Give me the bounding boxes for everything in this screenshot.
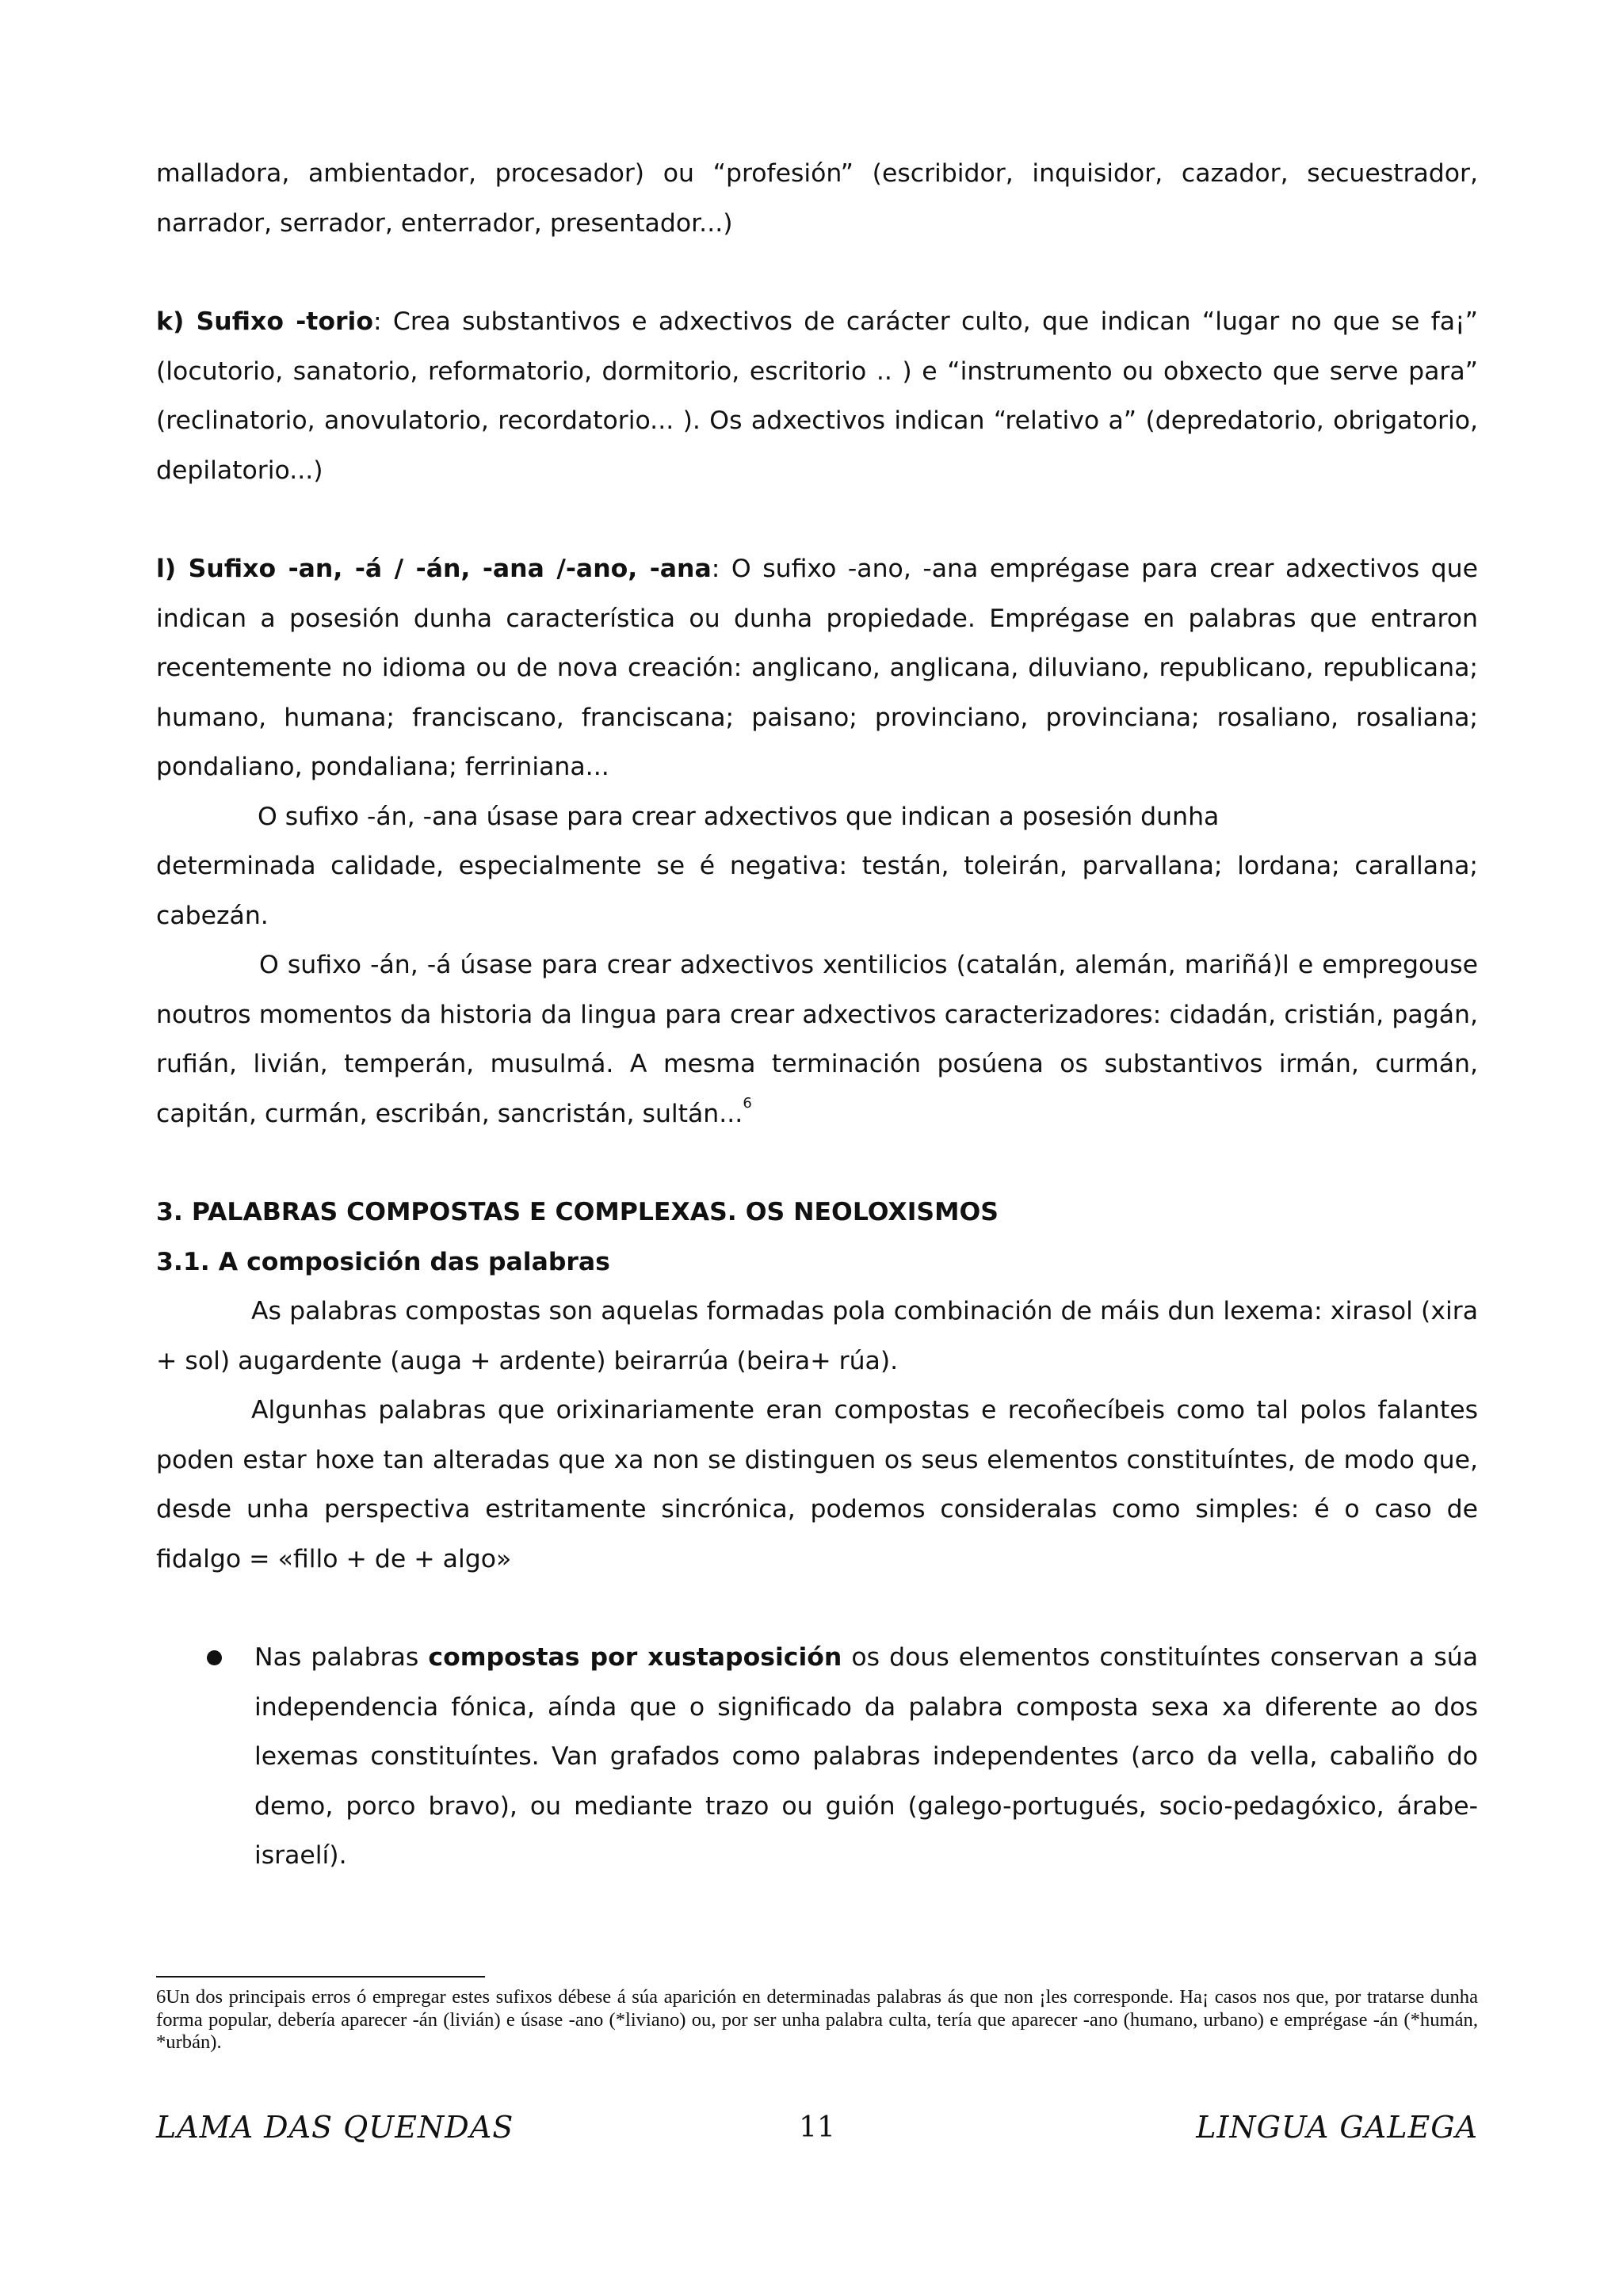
label-sufixo-an: l) Sufixo -an, -á / -án, -ana /-ano, -ana [156, 555, 712, 583]
section-heading-3: 3. PALABRAS COMPOSTAS E COMPLEXAS. OS NEOLOXISMOS [156, 1198, 999, 1226]
main-content [156, 149, 1478, 1881]
bullet-dot-icon [207, 1650, 222, 1665]
footer-subject: LINGUA GALEGA [1196, 2110, 1478, 2145]
paragraph-compostas: As palabras compostas son aquelas formadas pola combinación de máis dun lexema: xirasol (xira + sol) augardente (auga + ardente) beirarrúa (beira+ rúa). [156, 1297, 1478, 1375]
page-footer [156, 2110, 1478, 2157]
spacer [156, 495, 1478, 544]
paragraph-sufixo-torio [156, 297, 1478, 495]
bullet-text [254, 1633, 1478, 1881]
spacer [156, 1138, 1478, 1188]
bullet-text-post: os dous elementos constituíntes conservan a súa independencia fónica, aínda que o significado da palabra composta sexa xa diferente ao dos lexemas constituíntes. Van grafados como palabras independentes (arco da vella, cabaliño do demo, porco bravo), ou mediante trazo ou guión (galego-portugués, socio-pedagóxico, árabe-israelí). [254, 1643, 1478, 1870]
text-sufixo-an-ana-rest: determinada calidade, especialmente se é negativa: testán, toleirán, parvallana; lordana; carallana; cabezán. [156, 852, 1478, 930]
spacer [156, 248, 1478, 297]
section-heading-3-1: 3.1. A composición das palabras [156, 1247, 610, 1276]
footnote-divider [156, 1976, 485, 1978]
footer-school-name: LAMA DAS QUENDAS [156, 2110, 514, 2145]
text-sufixo-torio: : Crea substantivos e adxectivos de carácter culto, que indican “lugar no que se fa¡” (locutorio, sanatorio, reformatorio, dormitorio, escritorio .. ) e “instrumento ou obxecto que serve para” (reclinatorio, anovulatorio, recordatorio... ). Os adxectivos indican “relativo a” (depredatorio, obrigatorio, depilatorio...) [156, 307, 1478, 485]
line-sufixo-an-ana-first: O sufixo -án, -ana úsase para crear adxectivos que indican a posesión dunha [258, 802, 1220, 831]
page-number: 11 [799, 2111, 835, 2144]
paragraph-profesion: malladora, ambientador, procesador) ou “profesión” (escribidor, inquisidor, cazador, secuestrador, narrador, serrador, enterrador, presentador...) [156, 159, 1478, 238]
label-sufixo-torio: k) Sufixo -torio [156, 307, 373, 336]
text-sufixo-an: : O sufixo -ano, -ana emprégase para crear adxectivos que indican a posesión dunha característica ou dunha propiedade. Emprégase en palabras que entraron recentemente no idioma ou de nova creación: anglicano, anglicana, diluviano, republicano, republicana; humano, humana; franciscano, franciscana; paisano; provinciano, provinciana; rosaliano, rosaliana; pondaliano, pondaliana; ferriniana... [156, 555, 1479, 781]
paragraph-fidalgo: Algunhas palabras que orixinariamente eran compostas e recoñecíbeis como tal polos falantes poden estar hoxe tan alteradas que xa non se distinguen os seus elementos constituíntes, de modo que, desde unha perspectiva estritamente sincrónica, podemos consideralas como simples: é o caso de fidalgo = «fillo + de + algo» [156, 1396, 1478, 1573]
bullet-text-pre: Nas palabras [254, 1643, 429, 1672]
paragraph-sufixo-an [156, 544, 1478, 792]
paragraph-sufixo-an-a [156, 940, 1478, 1138]
bullet-text-bold: compostas por xustaposición [428, 1643, 842, 1672]
footnote-reference[interactable]: 6 [743, 1095, 752, 1112]
footnote-6: 6Un dos principais erros ó empregar estes sufixos débese á súa aparición en determinadas palabras ás que non ¡les corresponde. Ha¡ casos nos que, por tratarse dunha forma popular, debería aparecer -án (livián) e úsase -ano (*liviano) ou, por ser unha palabra culta, tería que aparecer -ano (humano, urbano) e emprégase -án (*humán, *urbán). [156, 1986, 1478, 2053]
paragraph-sufixo-an-ana [156, 792, 1478, 941]
text-sufixo-an-a: O sufixo -án, -á úsase para crear adxectivos xentilicios (catalán, alemán, mariñá)l e empregouse noutros momentos da historia da lingua para crear adxectivos caracterizadores: cidadán, cristián, pagán, rufián, livián, temperán, musulmá. A mesma terminación posúena os substantivos irmán, curmán, capitán, curmán, escribán, sancristán, sultán... [156, 951, 1478, 1128]
bullet-item-xustaposicion [156, 1633, 1478, 1881]
